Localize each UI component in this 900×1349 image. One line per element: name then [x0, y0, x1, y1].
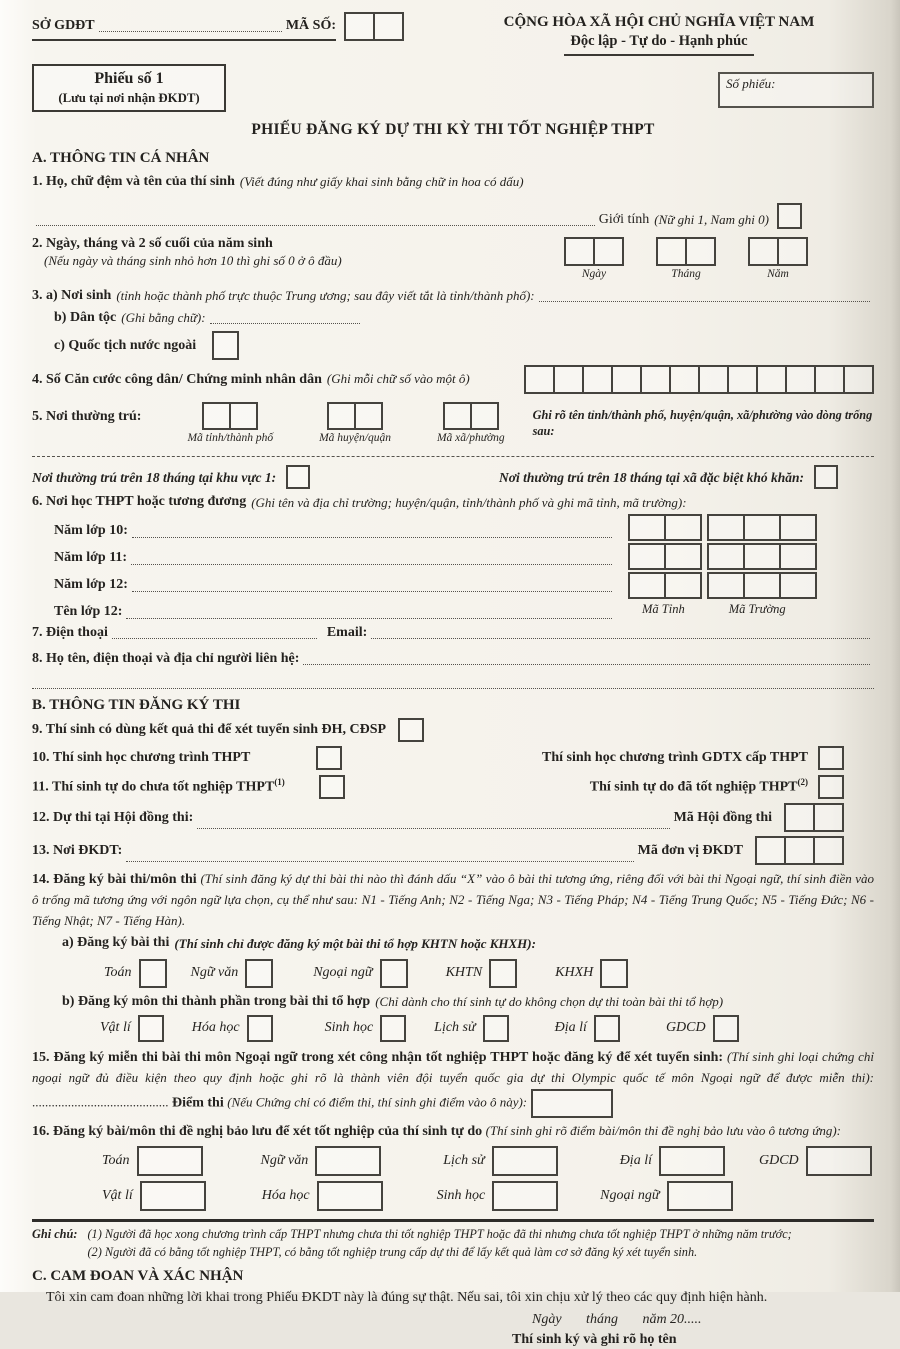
digit-cell[interactable]: [707, 514, 745, 541]
digit-cell[interactable]: [373, 12, 404, 41]
item3b-row: [54, 309, 874, 327]
item4-note: (Ghi mỗi chữ số vào một ô): [326, 371, 470, 387]
email-label: Email:: [326, 624, 368, 640]
digit-cell[interactable]: [229, 402, 258, 430]
item11-row: [32, 775, 874, 799]
dob-month-group: [656, 237, 716, 282]
item10-left-label: 10. Thí sinh học chương trình THPT: [32, 750, 251, 766]
item14a-note: (Thí sinh chỉ được đăng ký một bài thi tổ hợp KHTN hoặc KHXH):: [174, 935, 536, 951]
item3b-note: (Ghi bằng chữ):: [121, 310, 206, 326]
footnote-ref-1: (1): [274, 777, 285, 788]
item1-label: 1. Họ, chữ đệm và tên của thí sinh: [32, 173, 235, 189]
item3a-label: 3. a) Nơi sinh: [32, 288, 112, 303]
item2-row: [32, 235, 874, 282]
subject-option-vatli: Vật lí: [100, 1015, 164, 1042]
gender-label: Giới tính: [598, 211, 650, 227]
item14b-row: [62, 993, 874, 1011]
grade10-input-line[interactable]: [132, 535, 612, 538]
dob-day-label: Ngày: [581, 268, 607, 281]
khtn-checkbox[interactable]: [489, 959, 517, 988]
sheet-number-label: Số phiếu:: [726, 75, 776, 91]
exam-council-input-line[interactable]: [197, 826, 669, 829]
school-code-cells-grade11: [628, 543, 846, 570]
digit-cell[interactable]: [743, 543, 781, 570]
national-line1: CỘNG HÒA XÃ HỘI CHỦ NGHĨA VIỆT NAM: [503, 14, 815, 30]
form-copy-title: Phiếu số 1: [94, 69, 164, 87]
item13-label: 13. Nơi ĐKDT:: [32, 842, 123, 858]
separator: [32, 456, 874, 457]
class12-label: Tên lớp 12:: [54, 604, 123, 620]
item14a-row: [62, 934, 874, 952]
digit-cell[interactable]: [785, 365, 816, 394]
footnotes-label: Ghi chú:: [32, 1226, 78, 1241]
item12-label: 12. Dự thi tại Hội đồng thi:: [32, 809, 194, 825]
nguvan-checkbox[interactable]: [245, 959, 273, 988]
subject-option-sinhhoc: Sinh học: [325, 1015, 407, 1042]
footnote-1: (1) Người đã học xong chương trình cấp THPT nhưng chưa thi tốt nghiệp THPT hoặc đã thi nhưng chưa tốt nghiệp THPT ở những năm trước;: [87, 1226, 792, 1241]
hoahoc-checkbox[interactable]: [247, 1015, 273, 1042]
separator-thick: [32, 1219, 874, 1222]
ethnicity-input-line[interactable]: [210, 321, 360, 324]
item12-row: [32, 803, 874, 832]
digit-cell[interactable]: [327, 402, 356, 430]
footnotes-block: [32, 1226, 874, 1262]
reserve-lichsu: Lịch sử: [443, 1146, 557, 1176]
ward-code-group: [437, 402, 505, 446]
item8-label: 8. Họ tên, điện thoại và địa chỉ người liên hệ:: [32, 650, 300, 666]
free-candidate-not-graduated-checkbox[interactable]: [319, 775, 345, 799]
foreign-nationality-checkbox[interactable]: [212, 331, 239, 360]
dept-input-line[interactable]: [99, 29, 282, 32]
dob-year-group: [748, 237, 808, 282]
digit-cell[interactable]: [748, 237, 779, 266]
gdcd-checkbox[interactable]: [713, 1015, 739, 1042]
digit-cell[interactable]: [202, 402, 231, 430]
reserve-sinhhoc: Sinh học: [437, 1181, 559, 1211]
digit-cell[interactable]: [524, 365, 555, 394]
digit-cell[interactable]: [443, 402, 472, 430]
difficult-area-checkbox[interactable]: [814, 465, 838, 489]
sinhhoc-checkbox[interactable]: [380, 1015, 406, 1042]
diali-checkbox[interactable]: [594, 1015, 620, 1042]
item3a-row: [32, 287, 874, 305]
item2-note: (Nếu ngày và tháng sinh nhỏ hơn 10 thì ghi số 0 ở ô đầu): [44, 253, 342, 269]
item6-body: [32, 514, 874, 622]
subject-option-diali: Địa lí: [555, 1015, 620, 1042]
gender-checkbox[interactable]: [777, 203, 802, 229]
item13-code-label: Mã đơn vị ĐKDT: [637, 842, 743, 858]
item14a-label: a) Đăng ký bài thi: [62, 935, 170, 951]
digit-cell[interactable]: [664, 572, 702, 599]
thpt-program-checkbox[interactable]: [316, 746, 342, 770]
item15-note: (Thí sinh ghi loại chứng chỉ ngoại ngữ đủ điều kiện theo quy định hoặc ghi rõ là thành viên đội tuyển quốc gia dự thi Olympic quốc tế môn Ngoại ngữ để được miễn thi):: [32, 1048, 875, 1085]
digit-cell[interactable]: [698, 365, 729, 394]
footnote-2: (2) Người đã có bằng tốt nghiệp THPT, có bằng tốt nghiệp trung cấp dự thi để lấy kết quả làm cơ sở đăng ký xét tuyển sinh.: [87, 1244, 698, 1259]
toan-score-box[interactable]: [137, 1146, 203, 1176]
ngoaingu-checkbox[interactable]: [380, 959, 408, 988]
item14-paragraph: [32, 869, 874, 932]
dob-year-label: Năm: [767, 268, 789, 281]
digit-cell[interactable]: [813, 836, 844, 865]
form-title: PHIẾU ĐĂNG KÝ DỰ THI KỲ THI TỐT NGHIỆP THPT: [251, 121, 655, 139]
national-line2: Độc lập - Tự do - Hạnh phúc: [564, 32, 753, 56]
item11-right-label: Thí sinh tự do đã tốt nghiệp THPT$^{(2)}$: [589, 777, 808, 796]
digit-cell[interactable]: [727, 365, 758, 394]
ward-code-label: Mã xã/phường: [436, 432, 505, 445]
digit-cell[interactable]: [669, 365, 700, 394]
item14b-note: (Chỉ dành cho thí sinh tự do không chọn dự thi toàn bài thi tổ hợp): [375, 993, 724, 1009]
digit-cell[interactable]: [707, 572, 745, 599]
school-code-cells-grade12: [628, 572, 846, 599]
digit-cell[interactable]: [582, 365, 613, 394]
section-b-title: B. THÔNG TIN ĐĂNG KÝ THI: [32, 696, 241, 713]
form-subheader: [32, 64, 874, 112]
item16-row2: [102, 1181, 874, 1211]
digit-cell[interactable]: [779, 514, 817, 541]
class12-row: [54, 595, 616, 622]
dkdt-place-input-line[interactable]: [126, 859, 633, 862]
dkdt-unit-code-cells: [755, 836, 844, 865]
digit-cell[interactable]: [354, 402, 383, 430]
declaration-text: Tôi xin cam đoan những lời khai trong Phiếu ĐKDT này là đúng sự thật. Nếu sai, tôi xin chịu xử lý theo các quy định hiện hành.: [46, 1289, 768, 1305]
item15-label: 15. Đăng ký miễn thi bài thi môn Ngoại ngữ trong xét công nhận tốt nghiệp THPT hoặc đăng ký để xét tuyển sinh:: [32, 1049, 724, 1065]
exam-option-toan: Toán: [104, 959, 167, 988]
digit-cell[interactable]: [640, 365, 671, 394]
footnote-ref-2: (2): [797, 777, 808, 788]
contact-input-line-2[interactable]: [32, 686, 874, 689]
item3a-note: (tỉnh hoặc thành phố trực thuộc Trung ương; sau đây viết tắt là tỉnh/thành phố):: [116, 288, 535, 304]
school-code-cells-grade10: [628, 514, 846, 541]
language-score-box[interactable]: [531, 1089, 613, 1118]
contact-input-line[interactable]: [303, 662, 870, 665]
item15-dots[interactable]: ..........................................: [32, 1094, 169, 1110]
section-a-title: A. THÔNG TIN CÁ NHÂN: [32, 150, 210, 167]
residence-flags-row: [32, 465, 874, 489]
toan-checkbox[interactable]: [139, 959, 167, 988]
item16-note: (Thí sinh ghi rõ điểm bài/môn thi đề nghị bảo lưu vào ô tương ứng):: [485, 1122, 841, 1138]
item3b-label: b) Dân tộc: [54, 310, 117, 326]
item12-code-label: Mã Hội đồng thi: [673, 809, 772, 825]
item8-row: [32, 650, 874, 668]
exam-option-khxh: KHXH: [555, 959, 628, 988]
item5-note: Ghi rõ tên tỉnh/thành phố, huyện/quận, xã/phường vào dòng trống sau:: [532, 408, 873, 439]
kv1-label: Nơi thường trú trên 18 tháng tại khu vực 1:: [32, 469, 277, 485]
digit-cell[interactable]: [344, 12, 375, 41]
item16-label: 16. Đăng ký bài/môn thi đề nghị bảo lưu để xét tốt nghiệp của thí sinh tự do: [32, 1123, 483, 1139]
province-code-col-label: Mã Tỉnh: [642, 601, 685, 616]
ngoaingu-score-box[interactable]: [667, 1181, 733, 1211]
item14a-options-row: [104, 959, 874, 988]
national-motto: [444, 12, 874, 56]
item11-left-label: 11. Thí sinh tự do chưa tốt nghiệp THPT$^{(1)}$: [32, 777, 285, 796]
digit-cell[interactable]: [685, 237, 716, 266]
item10-row: [32, 746, 874, 770]
digit-cell[interactable]: [777, 237, 808, 266]
digit-cell[interactable]: [779, 572, 817, 599]
item6-note: (Ghi tên và địa chỉ trường; huyện/quận, tỉnh/thành phố và ghi mã tỉnh, mã trường):: [251, 494, 687, 510]
exam-option-nguvan: Ngữ văn: [191, 959, 274, 988]
phone-input-line[interactable]: [112, 636, 317, 639]
vatli-score-box[interactable]: [140, 1181, 206, 1211]
reserve-ngoaingu: Ngoại ngữ: [600, 1181, 732, 1211]
diali-score-box[interactable]: [659, 1146, 725, 1176]
digit-cell[interactable]: [784, 836, 815, 865]
digit-cell[interactable]: [664, 514, 702, 541]
gender-note: (Nữ ghi 1, Nam ghi 0): [654, 212, 769, 228]
item4-label: 4. Số Căn cước công dân/ Chứng minh nhân dân: [32, 371, 322, 387]
subject-option-hoahoc: Hóa học: [192, 1015, 273, 1042]
digit-cell[interactable]: [779, 543, 817, 570]
digit-cell[interactable]: [470, 402, 499, 430]
birthplace-input-line[interactable]: [539, 299, 870, 302]
item15-paragraph: [32, 1047, 874, 1118]
digit-cell[interactable]: [755, 836, 786, 865]
digit-cell[interactable]: [656, 237, 687, 266]
digit-cell[interactable]: [628, 543, 666, 570]
sinhhoc-score-box[interactable]: [492, 1181, 558, 1211]
digit-cell[interactable]: [743, 514, 781, 541]
digit-cell[interactable]: [756, 365, 787, 394]
fullname-input-line[interactable]: [36, 223, 595, 226]
grade10-row: [54, 514, 616, 541]
grade12-row: [54, 568, 616, 595]
item10-right-label: Thí sinh học chương trình GDTX cấp THPT: [541, 750, 808, 766]
digit-cell[interactable]: [628, 572, 666, 599]
lichsu-score-box[interactable]: [492, 1146, 558, 1176]
free-candidate-graduated-checkbox[interactable]: [818, 775, 844, 799]
use-result-checkbox[interactable]: [398, 718, 424, 742]
item7-label: 7. Điện thoại: [32, 624, 108, 640]
digit-cell[interactable]: [813, 803, 844, 832]
item6-row: [32, 493, 874, 511]
digit-cell[interactable]: [664, 543, 702, 570]
dept-label: SỞ GDĐT: [32, 17, 95, 33]
kv1-checkbox[interactable]: [286, 465, 310, 489]
nguvan-score-box[interactable]: [315, 1146, 381, 1176]
grade11-label: Năm lớp 11:: [54, 550, 128, 566]
school-code-col-label: Mã Trường: [728, 601, 786, 616]
item2-label: 2. Ngày, tháng và 2 số cuối của năm sinh: [32, 236, 273, 252]
subject-option-gdcd: GDCD: [666, 1015, 739, 1042]
district-code-label: Mã huyện/quận: [319, 432, 391, 445]
form-header: [32, 12, 874, 56]
item14b-label: b) Đăng ký môn thi thành phần trong bài thi tổ hợp: [62, 993, 371, 1009]
exam-option-ngoaingu: Ngoại ngữ: [313, 959, 407, 988]
digit-cell[interactable]: [611, 365, 642, 394]
district-code-group: [319, 402, 391, 446]
council-code-cells: [784, 803, 844, 832]
item3c-row: [54, 331, 874, 360]
date-line[interactable]: Ngày tháng năm 20.....: [532, 1312, 702, 1328]
reserve-hoahoc: Hóa học: [262, 1181, 383, 1211]
digit-cell[interactable]: [784, 803, 815, 832]
item1-note: (Viết đúng như giấy khai sinh bằng chữ in hoa có dấu): [239, 174, 524, 190]
signature-line: Thí sinh ký và ghi rõ họ tên: [512, 1332, 677, 1348]
item15-score-note: (Nếu Chứng chỉ có điểm thi, thí sinh ghi điểm vào ô này):: [227, 1094, 528, 1110]
digit-cell[interactable]: [707, 543, 745, 570]
hoahoc-score-box[interactable]: [317, 1181, 383, 1211]
item16-row1: [102, 1146, 874, 1176]
contact-extra-row: [32, 686, 874, 689]
item9-label: 9. Thí sinh có dùng kết quả thi để xét tuyển sinh ĐH, CĐSP: [32, 722, 387, 738]
item16-paragraph: [32, 1121, 874, 1142]
grade11-input-line[interactable]: [131, 562, 612, 565]
digit-cell[interactable]: [564, 237, 595, 266]
digit-cell[interactable]: [593, 237, 624, 266]
section-c-title: C. CAM ĐOAN VÀ XÁC NHẬN: [32, 1268, 244, 1285]
gdcd-score-box[interactable]: [806, 1146, 872, 1176]
lichsu-checkbox[interactable]: [483, 1015, 509, 1042]
grade12-label: Năm lớp 12:: [54, 577, 128, 593]
fullname-row: [32, 203, 874, 229]
reserve-toan: Toán: [102, 1146, 203, 1176]
reserve-vatli: Vật lí: [102, 1181, 206, 1211]
digit-cell[interactable]: [553, 365, 584, 394]
item15-score-label: Điểm thi: [172, 1095, 224, 1111]
sheet-number-box[interactable]: [718, 72, 874, 108]
dept-code-label: MÃ SỐ:: [285, 17, 336, 33]
digit-cell[interactable]: [814, 365, 845, 394]
grade10-label: Năm lớp 10:: [54, 523, 128, 539]
item14-label: 14. Đăng ký bài thi/môn thi: [32, 872, 197, 888]
khxh-checkbox[interactable]: [600, 959, 628, 988]
item5-row: [32, 402, 874, 446]
form-copy-box: [32, 64, 226, 112]
digit-cell[interactable]: [743, 572, 781, 599]
item14b-options-row: [100, 1015, 874, 1042]
digit-cell[interactable]: [628, 514, 666, 541]
province-code-label: Mã tỉnh/thành phố: [187, 432, 274, 445]
subject-option-lichsu: Lịch sử: [434, 1015, 508, 1042]
id-number-cells: [524, 365, 874, 394]
item6-label: 6. Nơi học THPT hoặc tương đương: [32, 494, 247, 510]
item7-row: [32, 624, 874, 642]
item9-row: [32, 718, 874, 742]
reserve-diali: Địa lí: [620, 1146, 725, 1176]
difficult-area-label: Nơi thường trú trên 18 tháng tại xã đặc biệt khó khăn:: [498, 469, 804, 485]
dob-day-group: [564, 237, 624, 282]
grade12-input-line[interactable]: [132, 589, 612, 592]
item14-note: (Thí sinh đăng ký dự thi bài thi nào thì đánh dấu “X” vào ô bài thi tương ứng, riêng đối với bài thi Ngoại ngữ, thí sinh điền vào ô trống mã tương ứng với ngôn ngữ lựa chọn, cụ thể như sau: N1 - Tiếng Anh; N2 - Tiếng Nga; N3 - Tiếng Pháp; N4 - Tiếng Trung Quốc; N5 - Tiếng Đức; N6 - Tiếng Nhật; N7 - Tiếng Hàn).: [32, 871, 875, 929]
grade11-row: [54, 541, 616, 568]
class12-input-line[interactable]: [126, 616, 612, 619]
item1-row: [32, 173, 874, 191]
item13-row: [32, 836, 874, 865]
email-input-line[interactable]: [371, 636, 870, 639]
item3c-label: c) Quốc tịch nước ngoài: [54, 337, 197, 353]
item4-row: [32, 365, 874, 394]
exam-option-khtn: KHTN: [446, 959, 518, 988]
form-copy-subtitle: (Lưu tại nơi nhận ĐKDT): [58, 90, 200, 105]
dept-code-cells: [344, 12, 404, 41]
digit-cell[interactable]: [843, 365, 874, 394]
item5-label: 5. Nơi thường trú:: [32, 409, 142, 425]
vatli-checkbox[interactable]: [138, 1015, 164, 1042]
reserve-gdcd: GDCD: [759, 1146, 872, 1176]
reserve-nguvan: Ngữ văn: [261, 1146, 382, 1176]
province-code-group: [187, 402, 273, 446]
dob-month-label: Tháng: [671, 268, 701, 281]
gdtx-program-checkbox[interactable]: [818, 746, 844, 770]
department-block: [32, 12, 404, 41]
